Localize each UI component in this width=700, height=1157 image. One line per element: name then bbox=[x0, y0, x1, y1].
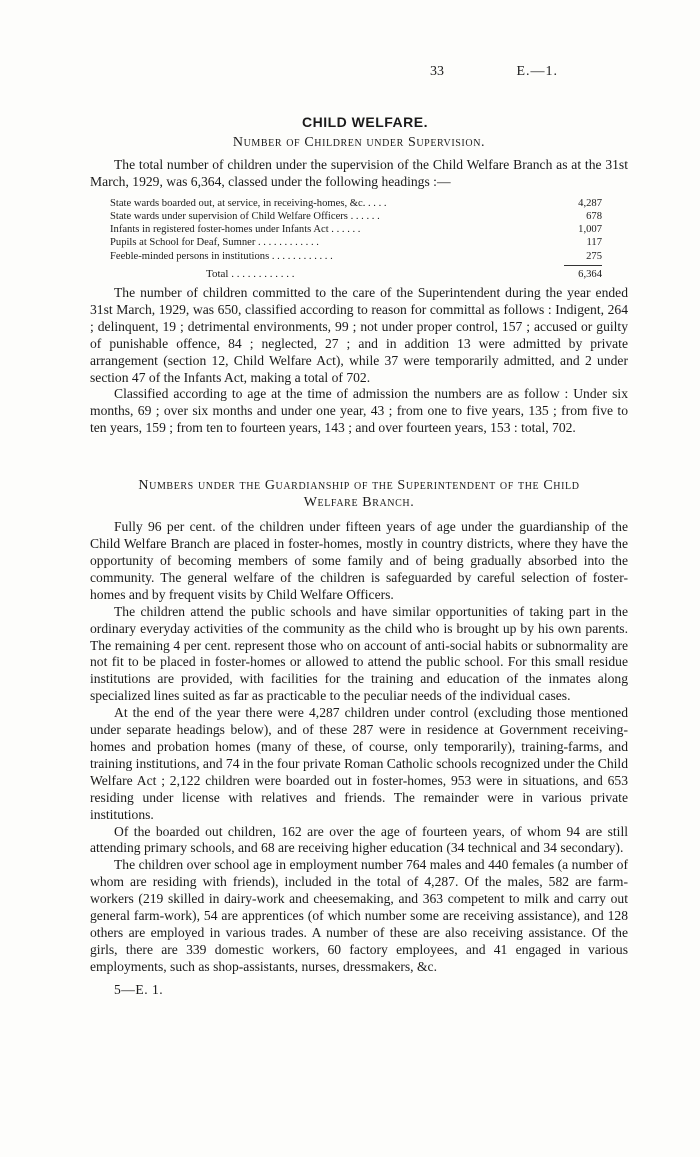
age-classification-paragraph: Classified according to age at the time of admission the numbers are as follow : Under six months, 69 ; over six months and under one year, 43 ; from one to five years, 135 ; from five to ten years, 159 ; from ten to fourteen years, 143 ; and over fourteen years, 153 : total, 702. bbox=[90, 386, 628, 436]
table-row bbox=[110, 197, 602, 210]
section-heading-supervision: Number of Children under Supervision. bbox=[232, 135, 486, 150]
section-heading-guardianship bbox=[76, 477, 642, 511]
employment-paragraph: The children over school age in employment number 764 males and 440 females (a number of whom are residing with friends), included in the total of 4,287. Of the males, 582 are farm-workers (219 skilled in dairy-work and cheesemaking, and 363 competent to milk and carry out general farm-work), 54 are apprentices (of which number some are receiving assistance), and 128 others are employed in various trades. A number of these are also receiving assistance. Of the girls, there are 339 domestic workers, 60 factory employees, and 41 engaged in various employments, such as shop-assistants, nurses, dressmakers, &c. bbox=[90, 857, 628, 974]
row-label: Infants in registered foster-homes under Infants Act . . . . . . bbox=[110, 224, 361, 236]
foster-homes-paragraph: Fully 96 per cent. of the children under fifteen years of age under the guardianship of the Child Welfare Branch are placed in foster-homes, mostly in country districts, where they have the opportunity of becoming members of some family and of being gradually absorbed into the community. The general welfare of the children is safeguarded by careful selection of foster-homes and by frequent visits by Child Welfare Officers. bbox=[90, 519, 628, 602]
page-title: CHILD WELFARE. bbox=[302, 114, 428, 130]
row-label: Feeble-minded persons in institutions . . . . . . . . . . . . bbox=[110, 250, 333, 262]
page-header bbox=[90, 0, 628, 96]
document-reference: E.—1. bbox=[516, 64, 558, 79]
row-label: Pupils at School for Deaf, Sumner . . . . . . . . . . . . bbox=[110, 237, 319, 249]
row-label: State wards boarded out, at service, in receiving-homes, &c. . . . . bbox=[110, 197, 387, 209]
row-value: 678 bbox=[586, 211, 602, 223]
total-value: 6,364 bbox=[578, 268, 602, 280]
row-value: 117 bbox=[586, 237, 602, 249]
row-label: State wards under supervision of Child Welfare Officers . . . . . . bbox=[110, 211, 380, 223]
total-rule bbox=[564, 265, 602, 266]
total-label: Total . . . . . . . . . . . . bbox=[206, 267, 295, 280]
year-end-paragraph: At the end of the year there were 4,287 children under control (excluding those mentioned under separate headings below), and of these 287 were in residence at Government receiving-homes and probation homes (many of these, of course, only temporarily), training-farms, and training institutions, and 74 in the four private Roman Catholic schools recognized under the Child Welfare Act ; 2,122 children were boarded out in foster-homes, 953 were in situations, and 653 residing under license with relatives and friends. The remainder were in various private institutions. bbox=[90, 705, 628, 822]
heading-line: Welfare Branch. bbox=[303, 495, 415, 511]
table-row bbox=[110, 210, 602, 223]
boarded-out-paragraph: Of the boarded out children, 162 are over the age of fourteen years, of whom 94 are still attending primary schools, and 68 are receiving higher education (34 technical and 34 secondary). bbox=[90, 823, 628, 856]
heading-line: Numbers under the Guardianship of the Superintendent of the Child bbox=[138, 478, 580, 494]
table-row bbox=[110, 236, 602, 249]
page-signature: 5—E. 1. bbox=[114, 981, 164, 997]
table-total-row bbox=[110, 268, 602, 281]
row-value: 275 bbox=[586, 250, 602, 262]
committal-paragraph: The number of children committed to the care of the Superintendent during the year ended 31st March, 1929, was 650, classified according to reason for committal as follows : Indigent, 264 ; delinquent, 19 ; detrimental environments, 99 ; not under proper control, 157 ; accused or guilty of punishable offence, 84 ; neglected, 27 ; and in addition 13 were admitted by private arrangement (section 12, Child Welfare Act), while 37 were temporarily admitted, and 2 under section 47 of the Infants Act, making a total of 702. bbox=[90, 285, 628, 385]
row-value: 4,287 bbox=[578, 197, 602, 209]
row-value: 1,007 bbox=[578, 224, 602, 236]
table-row bbox=[110, 223, 602, 236]
supervision-table bbox=[110, 197, 602, 281]
intro-paragraph: The total number of children under the supervision of the Child Welfare Branch as at the 31st March, 1929, was 6,364, classed under the following headings :— bbox=[90, 157, 628, 189]
page-number: 33 bbox=[430, 64, 444, 79]
public-schools-paragraph: The children attend the public schools and have similar opportunities of taking part in the ordinary everyday activities of the community as the child who is brought up by his own parents. The remaining 4 per cent. represent those who on account of anti-social habits or subnormality are not fit to be placed in foster-homes or allowed to attend the public school. For this small residue institutions are provided, with facilities for the training and education of the inmates along specialized lines suited as far as practicable to the peculiar needs of the individual cases. bbox=[90, 603, 628, 704]
table-row bbox=[110, 250, 602, 263]
